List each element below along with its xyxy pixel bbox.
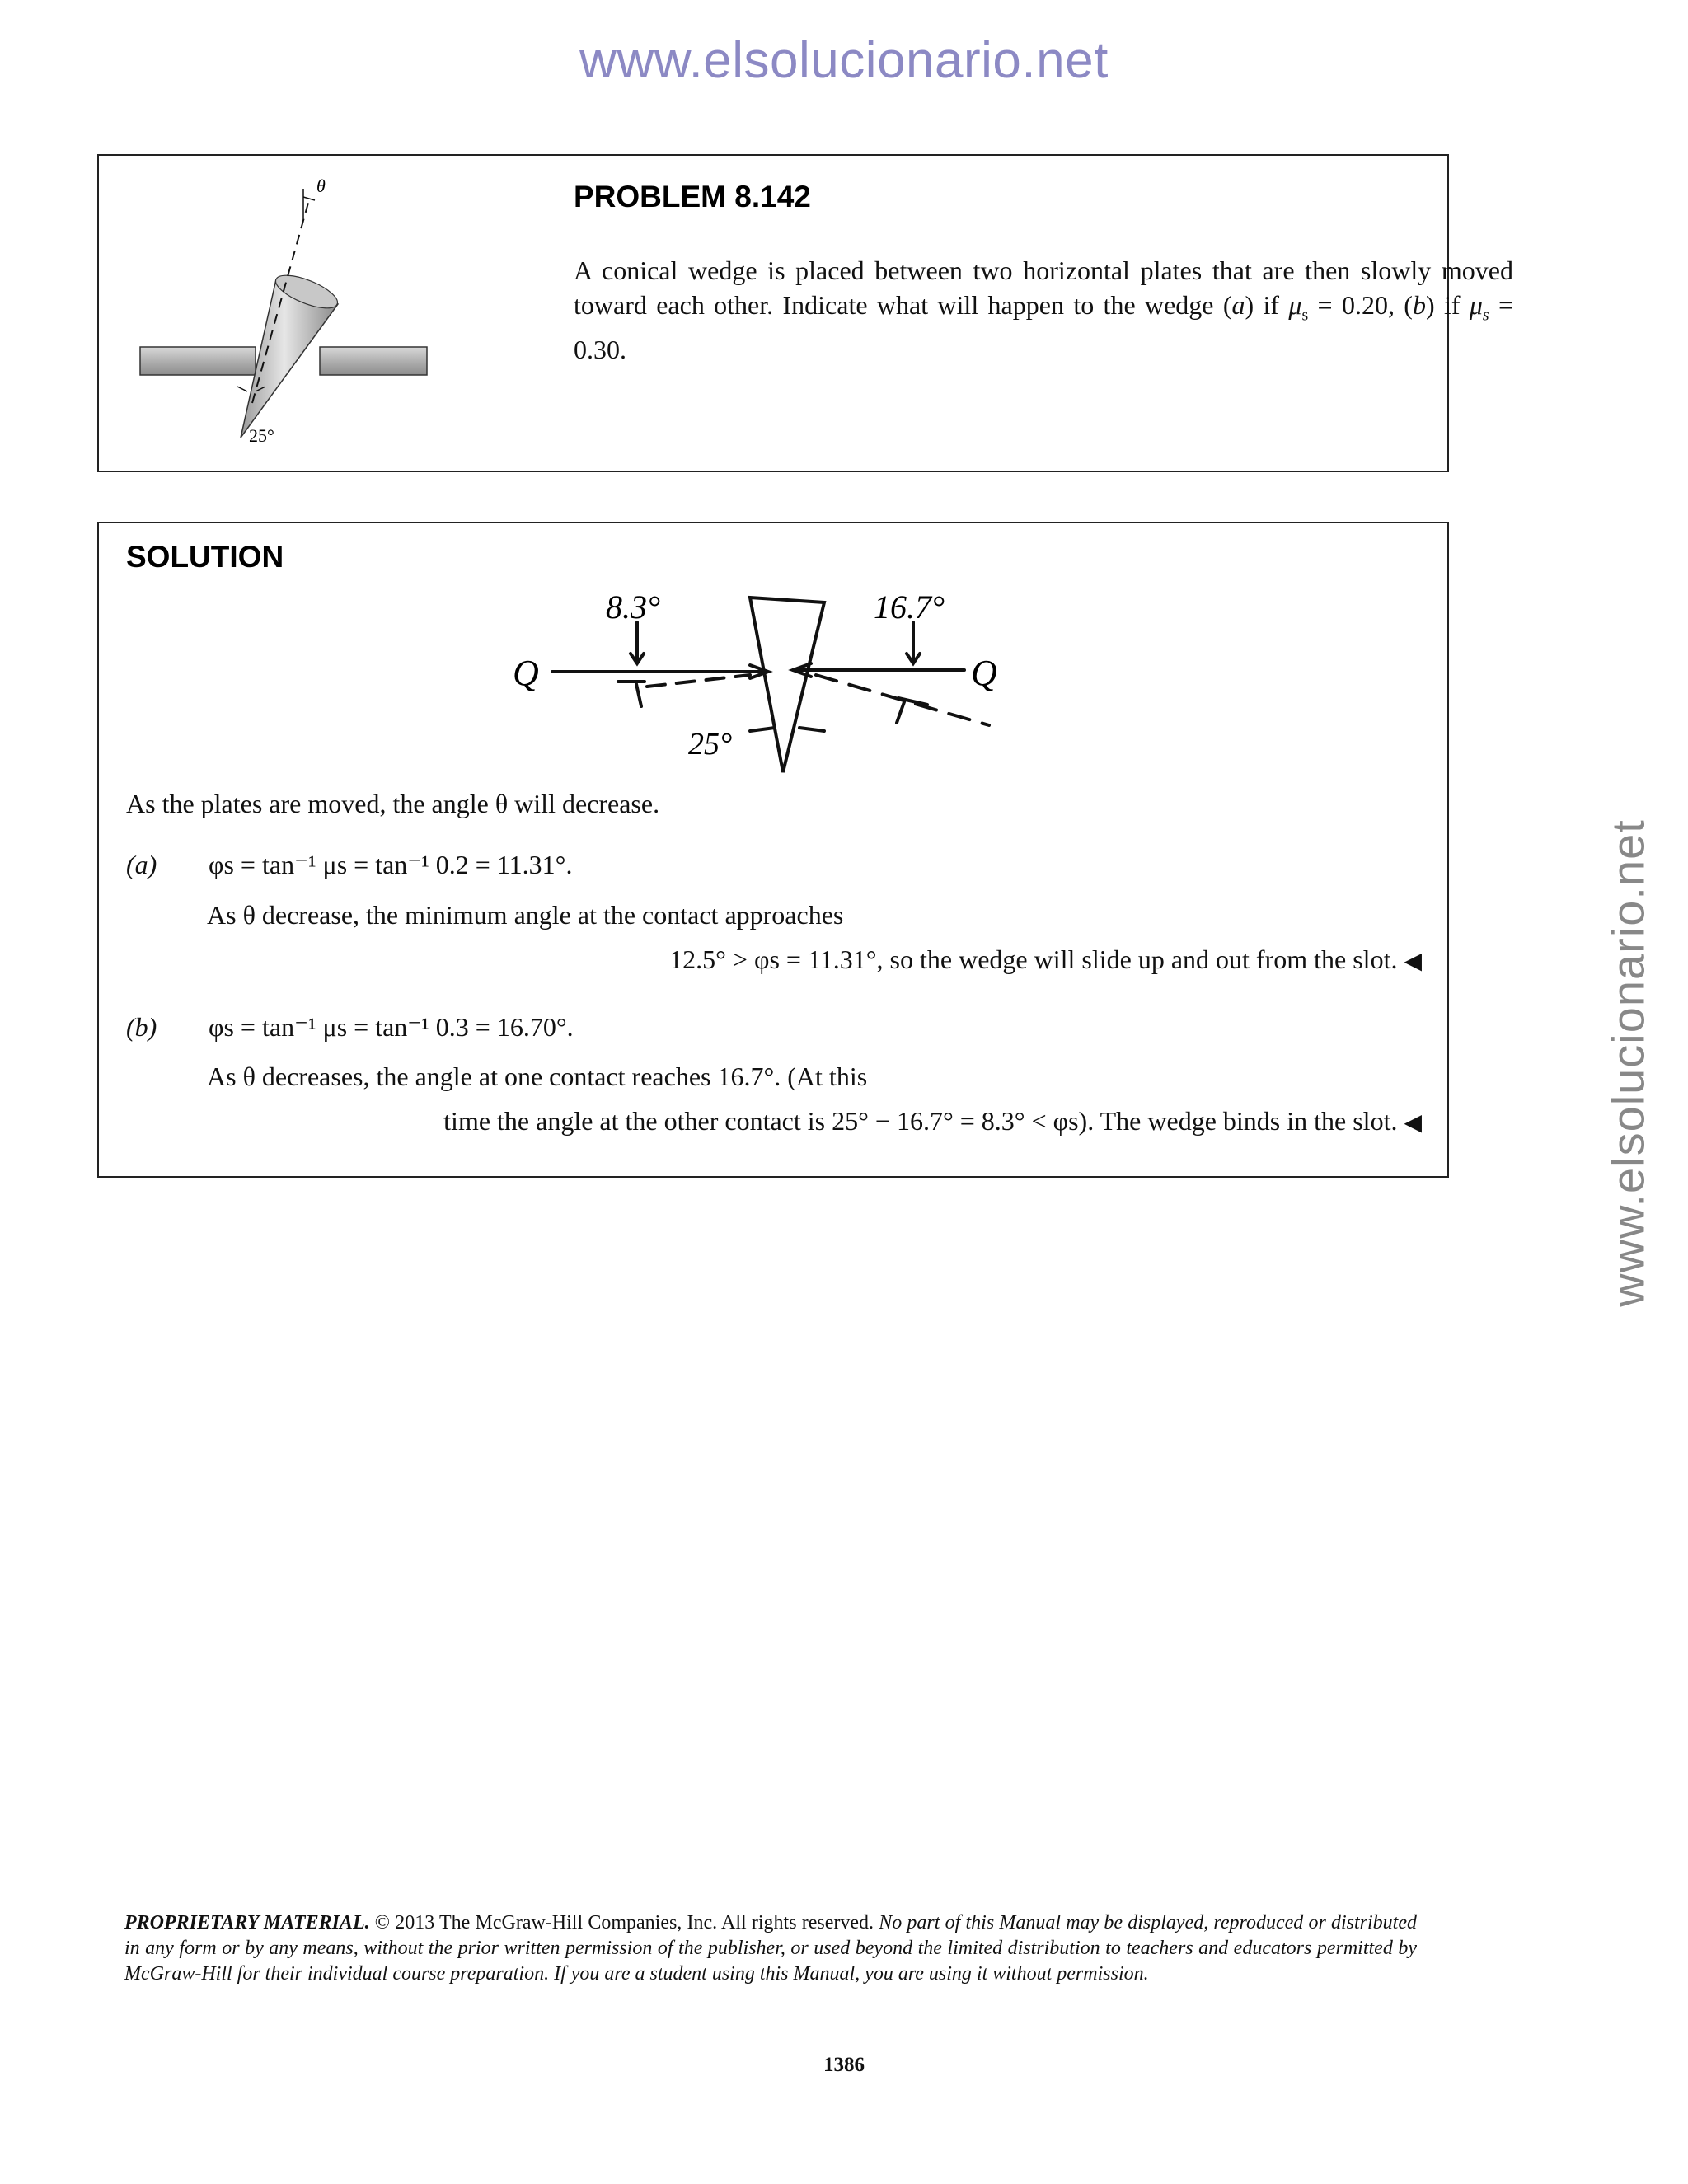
solution-sketch — [503, 589, 1030, 787]
left-plate — [140, 347, 256, 375]
left-force-label: Q — [513, 653, 539, 693]
right-lower-arrow — [897, 700, 905, 723]
part-a-equation: φs = tan⁻¹ μs = tan⁻¹ 0.2 = 11.31°. — [209, 850, 573, 879]
theta-indicator — [303, 197, 315, 200]
part-b-label: (b) — [126, 1012, 157, 1042]
angle-label: 25° — [249, 425, 274, 446]
bottom-angle-arrow-left — [750, 728, 775, 731]
theta-label: θ — [316, 176, 326, 196]
part-a-label: (a) — [126, 850, 157, 879]
part-a-conclusion: 12.5° > φs = 11.31°, so the wedge will slide up and out from the slot. ◀ — [669, 944, 1422, 974]
watermark-side: www.elsolucionario.net — [1601, 819, 1654, 1307]
part-b-line2: As θ decreases, the angle at one contact reaches 16.7°. (At this — [207, 1062, 868, 1091]
problem-box — [97, 154, 1514, 472]
solution-intro: As the plates are moved, the angle θ will decrease. — [126, 789, 660, 818]
problem-title: PROBLEM 8.142 — [574, 180, 811, 213]
left-angle-label: 8.3° — [606, 589, 660, 626]
page-number: 1386 — [823, 2054, 865, 2076]
watermark-top: www.elsolucionario.net — [579, 32, 1109, 89]
copyright-footer: PROPRIETARY MATERIAL. © 2013 The McGraw-Hill Companies, Inc. All rights reserved. No part of this Manual may be displayed, reproduced or distributed in any form or by any means, without the prior written permission of the publisher, or used beyond the limited distribution to teachers and educators permitted by McGraw-Hill for their individual course preparation. If you are a student using this Manual, you are using it without permission. — [124, 1912, 1417, 1985]
problem-figure — [132, 164, 429, 461]
right-plate — [320, 347, 427, 375]
problem-statement: A conical wedge is placed between two horizontal plates that are then slowly moved toward each other. Indicate what will happen to the wedge (a) if $\mu_s = 0.20$, (b) if $\mu_s = 0.30$. — [574, 255, 1514, 365]
part-b-conclusion: time the angle at the other contact is 25° − 16.7° = 8.3° < φs). The wedge binds in the slot. ◀ — [443, 1106, 1422, 1136]
bottom-angle-label: 25° — [688, 727, 733, 762]
part-a-line2: As θ decrease, the minimum angle at the contact approaches — [207, 900, 844, 930]
left-lower-arrow — [636, 684, 641, 706]
bottom-angle-arrow-right — [799, 728, 824, 731]
part-b-equation: φs = tan⁻¹ μs = tan⁻¹ 0.3 = 16.70°. — [209, 1012, 574, 1042]
answer-marker-b: ◀ — [1404, 1108, 1422, 1136]
angle-arrow-left — [237, 387, 247, 391]
solution-box — [97, 522, 1449, 1178]
right-force-label: Q — [971, 653, 997, 693]
right-angle-label: 16.7° — [874, 589, 945, 626]
answer-marker-a: ◀ — [1404, 947, 1422, 974]
solution-title: SOLUTION — [126, 540, 284, 574]
left-reaction-dashed — [647, 675, 750, 687]
sketch-wedge — [750, 598, 824, 772]
